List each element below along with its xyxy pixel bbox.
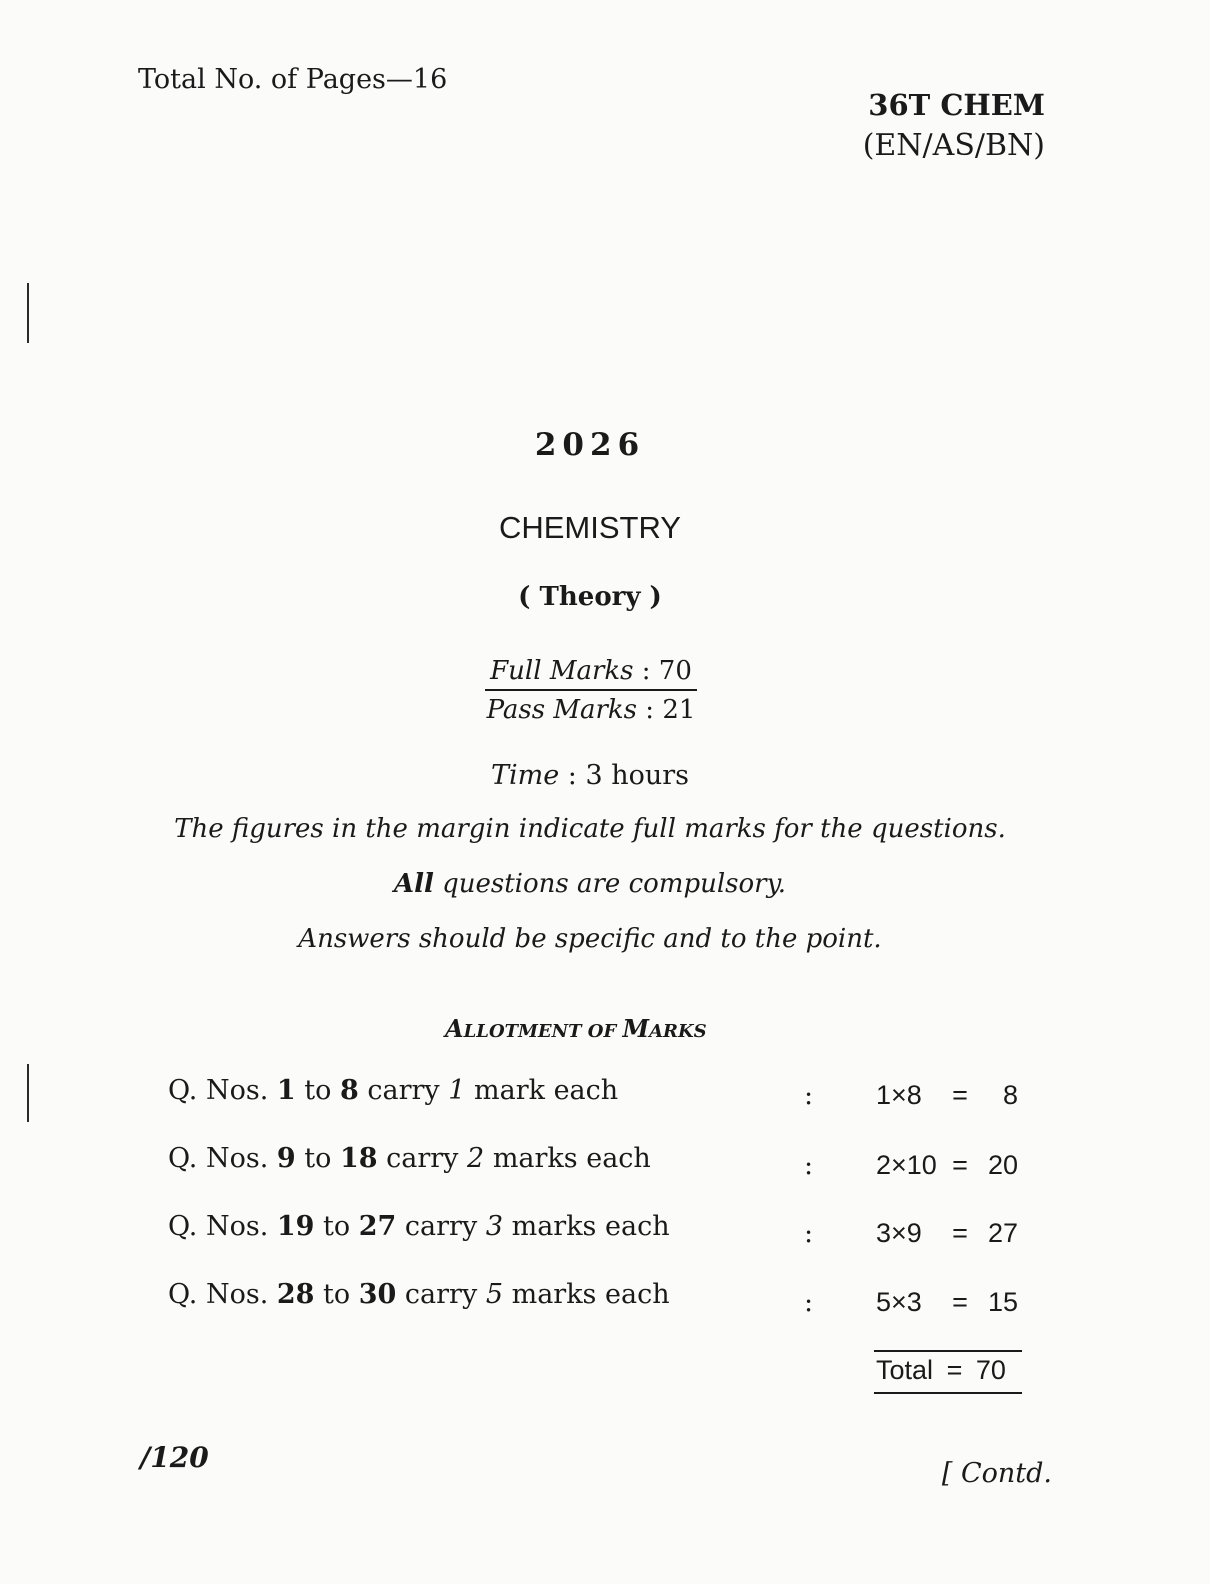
subject-title: CHEMISTRY	[498, 510, 681, 545]
allotment-calc-3: 3×9 = 27	[876, 1218, 1018, 1248]
full-marks-label: Full Marks	[490, 656, 634, 686]
instruction-specific: Answers should be specific and to the point.	[298, 924, 882, 954]
total-value: 70	[975, 1355, 1006, 1385]
medium-code: (EN/AS/BN)	[862, 128, 1045, 163]
instruction-margin-marks: The figures in the margin indicate full marks for the questions.	[174, 814, 1006, 844]
allotment-row-4: Q. Nos. 28 to 30 carry 5 marks each	[168, 1279, 670, 1310]
allotment-calc-4: 5×3 = 15	[876, 1287, 1018, 1317]
instruction-compulsory-rest: questions are compulsory.	[433, 869, 787, 899]
marks-box	[485, 656, 697, 725]
margin-mark-middle	[27, 1064, 29, 1122]
time-label: Time	[490, 760, 560, 791]
allotment-colon-1: :	[804, 1080, 814, 1111]
allotment-heading: ALLOTMENT OF MARKS	[445, 1014, 707, 1043]
allotment-colon-3: :	[804, 1218, 814, 1249]
pass-marks-value: : 21	[645, 695, 696, 725]
allotment-colon-2: :	[804, 1150, 814, 1181]
total-pages-text: Total No. of Pages—16	[138, 64, 448, 95]
paper-code: 36T CHEM	[868, 88, 1045, 122]
time-allowed	[0, 760, 1180, 791]
total-label: Total	[876, 1355, 934, 1385]
contd-note: [ Contd.	[941, 1458, 1052, 1489]
full-marks-value: : 70	[641, 656, 692, 686]
allotment-colon-4: :	[804, 1287, 814, 1318]
allotment-row-3: Q. Nos. 19 to 27 carry 3 marks each	[168, 1211, 670, 1242]
margin-mark-top	[27, 283, 29, 343]
exam-year: 2026	[534, 427, 646, 463]
pass-marks-label: Pass Marks	[486, 695, 638, 725]
time-value: : 3 hours	[567, 760, 690, 791]
instruction-compulsory	[0, 869, 1180, 899]
allotment-row-1: Q. Nos. 1 to 8 carry 1 mark each	[168, 1075, 619, 1106]
instruction-all-bold: All	[393, 869, 434, 899]
full-marks	[485, 656, 697, 691]
total-eq: =	[946, 1355, 963, 1385]
total-marks	[876, 1355, 1006, 1386]
print-code: /120	[140, 1441, 209, 1474]
total-rule-top	[874, 1350, 1022, 1352]
allotment-calc-1: 1×8 = 8	[876, 1080, 1018, 1110]
paper-type: ( Theory )	[518, 582, 662, 612]
pass-marks	[485, 691, 697, 725]
allotment-row-2: Q. Nos. 9 to 18 carry 2 marks each	[168, 1143, 651, 1174]
allotment-calc-2: 2×10 = 20	[876, 1150, 1018, 1180]
total-rule-bottom	[874, 1392, 1022, 1394]
